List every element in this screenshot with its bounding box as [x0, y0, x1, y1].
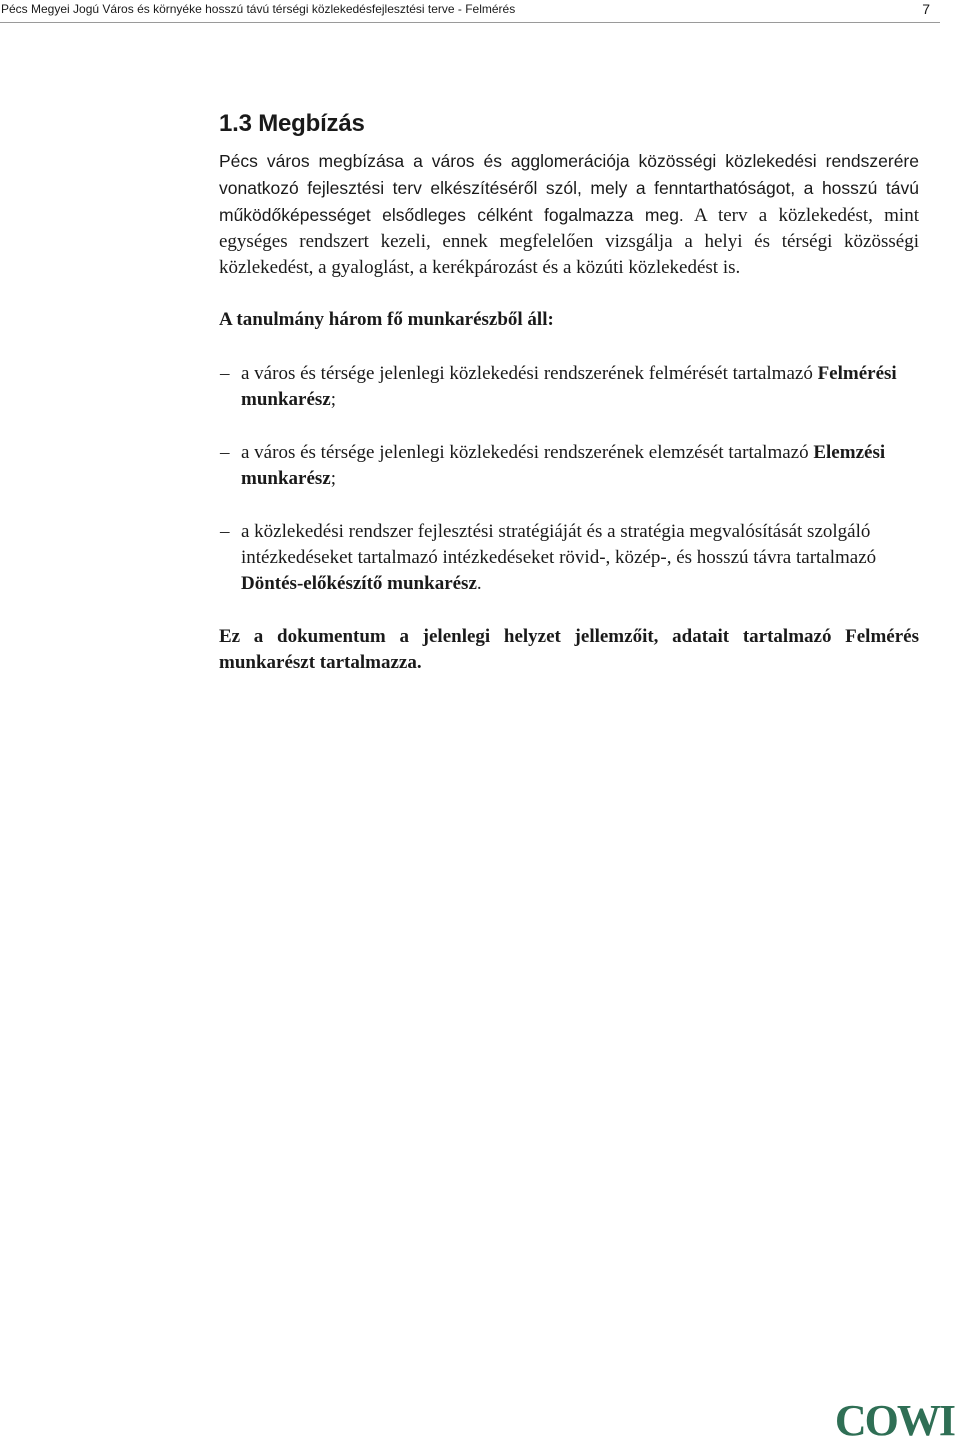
list-item-text: a város és térsége jelenlegi közlekedési rendszerének elemzését tartalmazó	[241, 442, 809, 463]
conclusion-paragraph: Ez a dokumentum a jelenlegi helyzet jellemzőit, adatait tartalmazó Felmérés munkarészt tartalmazza.	[219, 626, 919, 673]
dash-bullet: –	[220, 521, 230, 542]
list-item-bold: Elemzési munkarész	[241, 442, 886, 489]
list-item	[219, 440, 919, 492]
list-item-end: ;	[330, 389, 337, 410]
list-item	[219, 361, 919, 413]
page-header	[0, 2, 940, 20]
section-heading: 1.3 Megbízás	[219, 110, 365, 137]
dash-bullet: –	[220, 363, 230, 384]
list-item-text: a város és térsége jelenlegi közlekedési rendszerének felmérését tartalmazó	[241, 363, 813, 384]
intro-paragraph	[219, 148, 919, 281]
list-item-end: ;	[330, 468, 337, 489]
list-item-bold: Döntés-előkészítő munkarész	[241, 573, 477, 594]
page-body	[219, 108, 919, 676]
list-item	[219, 519, 919, 597]
parts-lead: A tanulmány három fő munkarészből áll:	[219, 309, 554, 330]
dash-bullet: –	[220, 442, 230, 463]
document-title: Pécs Megyei Jogú Város és környéke hosszú távú térségi közlekedésfejlesztési terve - Felmérés	[1, 2, 516, 16]
intro-sans-text: Pécs város megbízása a város és agglomerációja közösségi közlekedési rendszerére vonatkozó fejlesztési terv elkészítéséről szól, mely a fenntarthatóságot, a hosszú távú működőképességet elsődleges célként fogalmazza meg.	[219, 151, 919, 225]
list-item-end: .	[476, 573, 482, 594]
parts-list	[219, 361, 919, 597]
list-item-text: a közlekedési rendszer fejlesztési stratégiáját és a stratégia megvalósítását szolgáló intézkedéseket tartalmazó intézkedéseket rövid-, közép-, és hosszú távra tartalmazó	[241, 521, 877, 568]
list-item-bold: Felmérési munkarész	[241, 363, 897, 410]
intro-serif-text: A terv a közlekedést, mint egységes rendszert kezeli, ennek megfelelően vizsgálja a helyi és térségi közösségi közlekedést, a gyaloglást, a kerékpározást és a közúti közlekedést is.	[219, 205, 919, 278]
header-divider	[0, 22, 940, 23]
cowi-logo: COWI	[834, 1396, 954, 1445]
page-number: 7	[922, 1, 930, 17]
